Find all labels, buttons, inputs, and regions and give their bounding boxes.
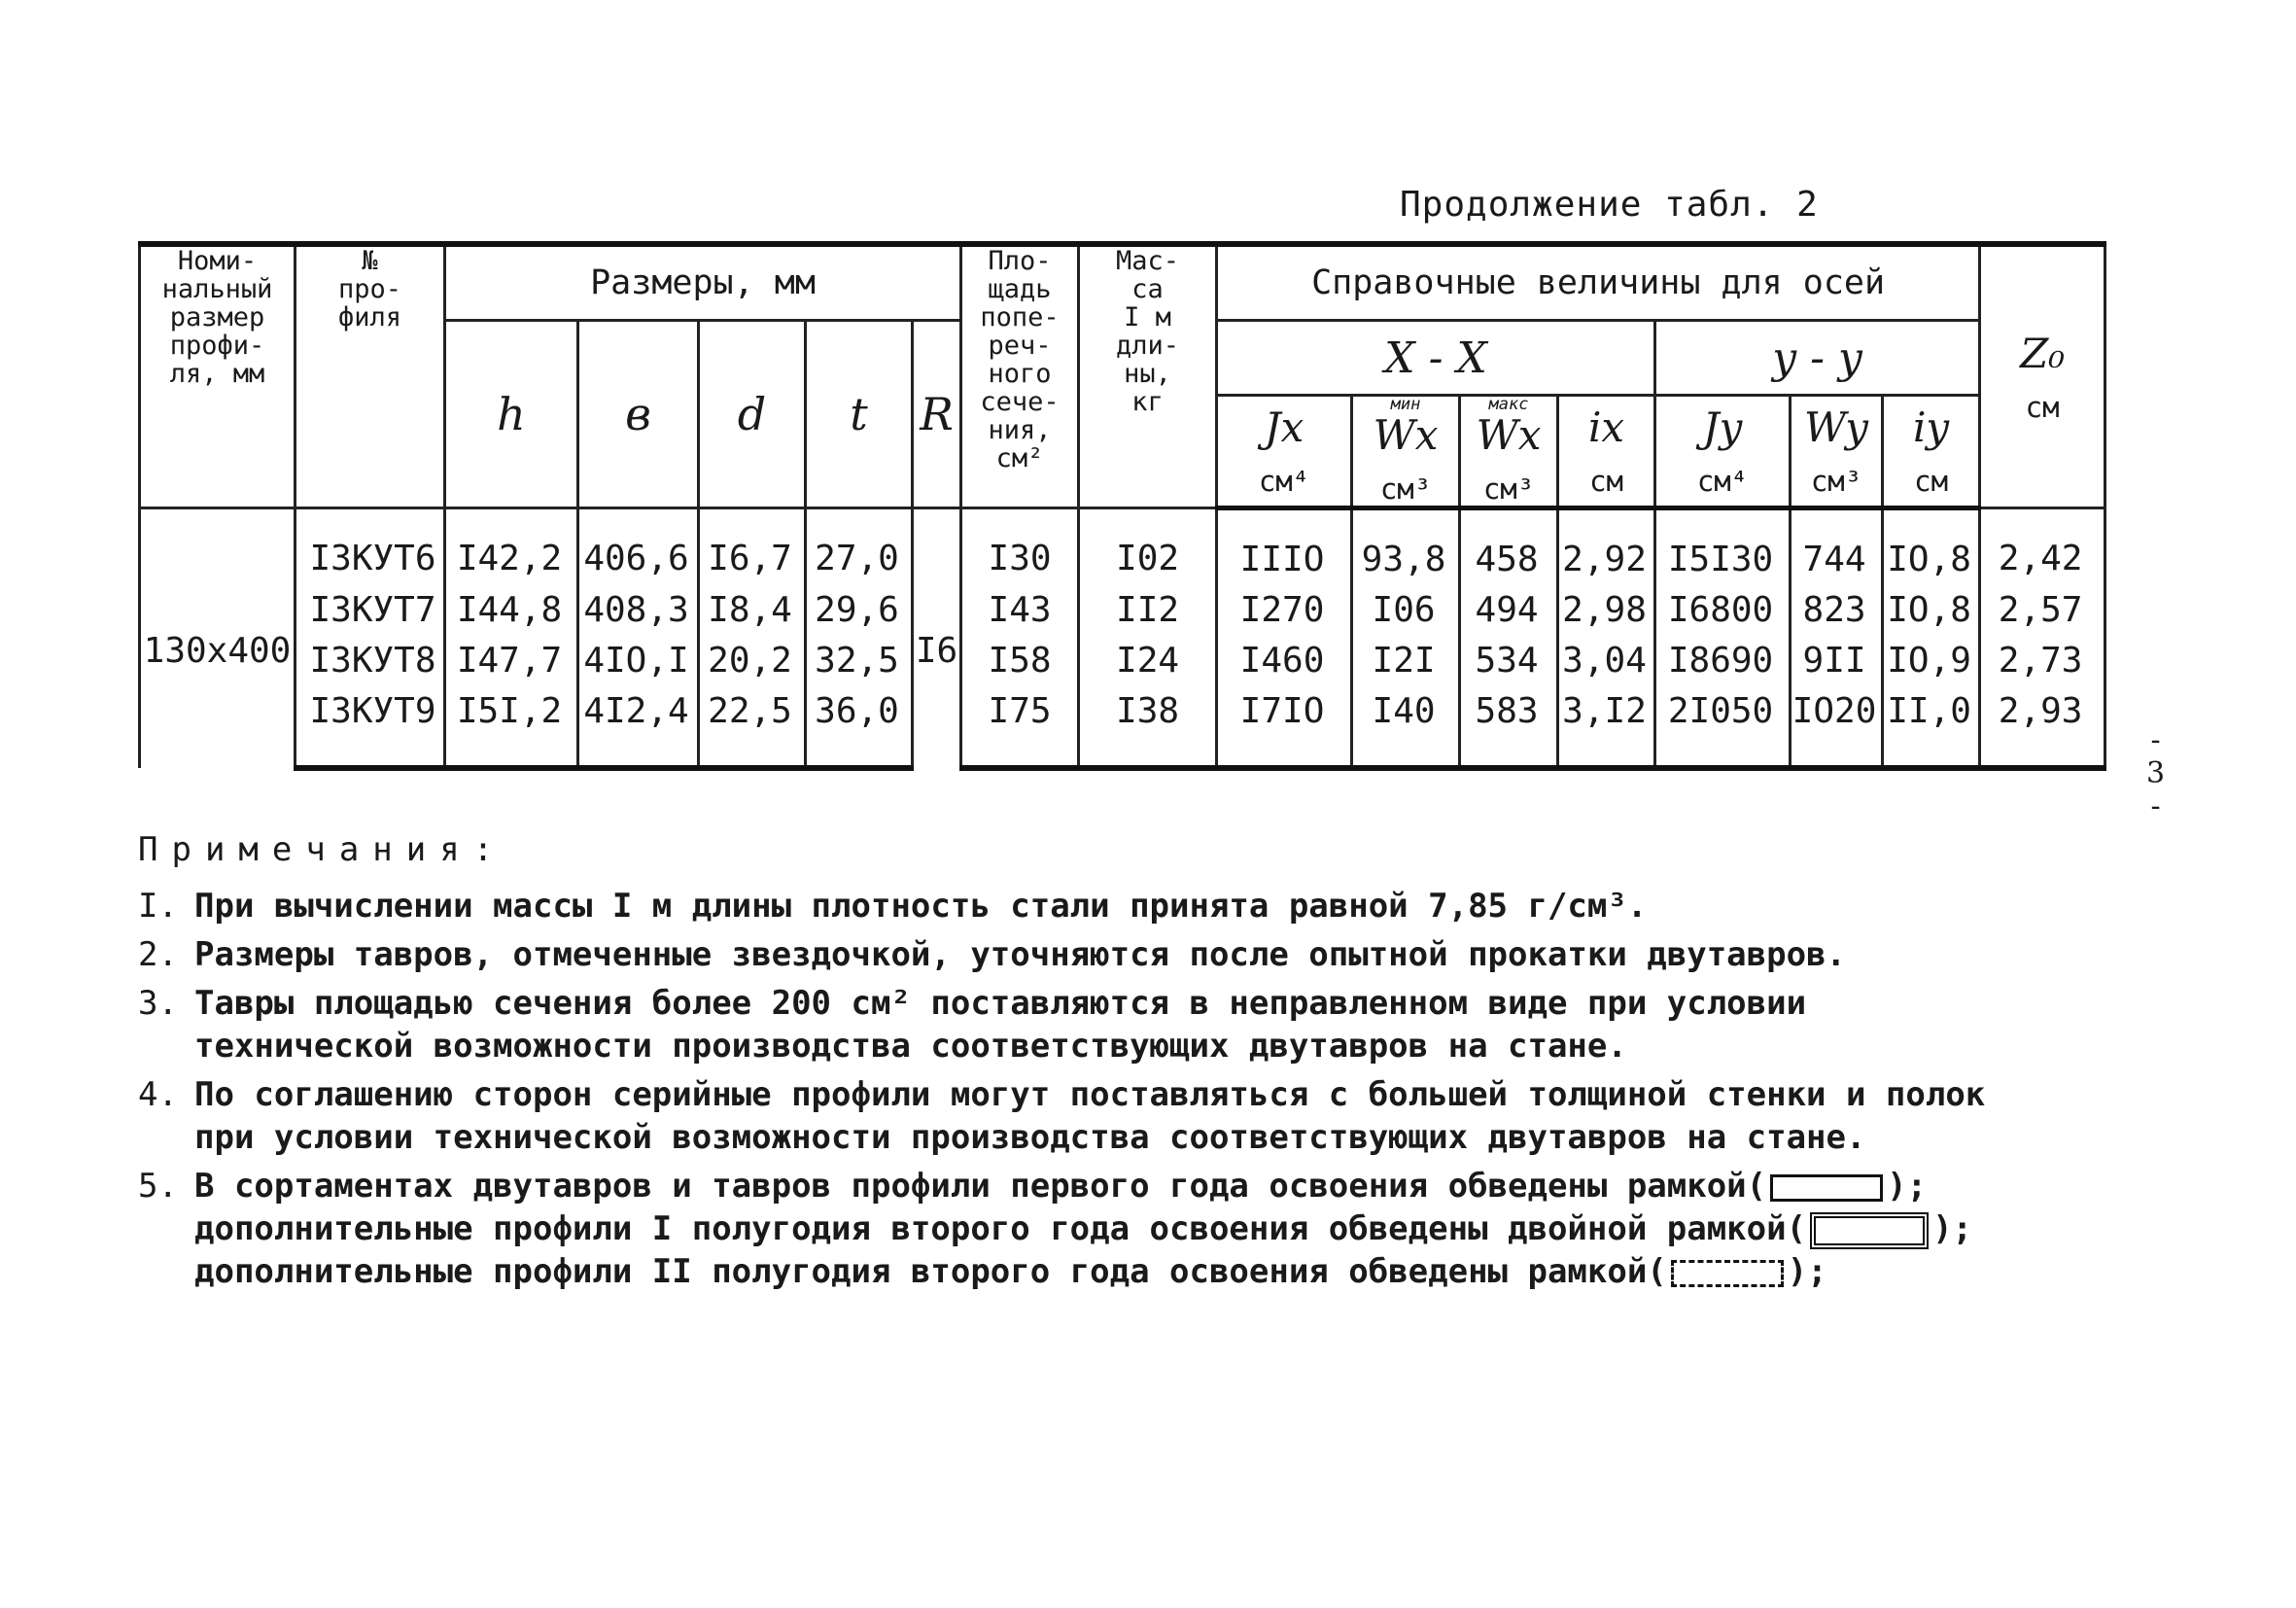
area-cell: I58 [961,635,1079,685]
d-cell: I6,7 [699,508,806,585]
table-row [140,508,2105,585]
jy-cell: I8690 [1655,635,1791,685]
nominal-size-cell: 130x400 [140,508,296,769]
iy-cell: IO,8 [1883,584,1980,635]
mass-cell: I24 [1079,635,1217,685]
table-caption: Продолжение табл. 2 [1400,185,1819,225]
note-item [138,1073,2150,1159]
h-cell: I42,2 [445,508,578,585]
iy-cell: IO,9 [1883,635,1980,685]
wy-cell: 823 [1791,584,1883,635]
single-frame-icon [1770,1174,1883,1202]
ix-cell: 2,92 [1558,508,1655,585]
area-cell: I43 [961,584,1079,635]
header-ix: ix см [1558,396,1655,508]
ix-cell: 3,I2 [1558,685,1655,768]
header-dim-t: t [806,321,913,508]
header-wy: Wy см³ [1791,396,1883,508]
profile-cell: I3КУТ7 [296,584,445,635]
area-cell: I30 [961,508,1079,585]
note-text: Размеры тавров, отмеченные звездочкой, уточняются после опытной прокатки двутавров. [194,935,1846,974]
header-reference-values: Справочные величины для осей [1217,244,1980,321]
header-dim-h: h [445,321,578,508]
profile-cell: I3КУТ8 [296,635,445,685]
wxmin-cell: 93,8 [1352,508,1460,585]
b-cell: 408,3 [578,584,699,635]
note-text: При вычислении массы I м длины плотность стали принята равной 7,85 г/см³. [194,887,1648,926]
header-z0: Z₀ см [1980,244,2105,508]
mass-cell: I38 [1079,685,1217,768]
dashed-frame-icon [1671,1260,1784,1287]
header-dimensions: Размеры, мм [445,244,961,321]
header-nominal-size: Номи- нальный размер профи- ля, мм [140,244,296,508]
profile-cell: I3КУТ6 [296,508,445,585]
t-cell: 27,0 [806,508,913,585]
r-cell: I6 [913,508,961,769]
h-cell: I47,7 [445,635,578,685]
note-item [138,933,2150,976]
d-cell: 22,5 [699,685,806,768]
note-number: 4. [138,1075,178,1114]
header-jy: Jy см⁴ [1655,396,1791,508]
notes-section [138,828,2150,1299]
z0-cell: 2,73 [1980,635,2105,685]
header-profile-no: № про- филя [296,244,445,508]
profile-spec-table [138,241,2106,771]
header-dim-b: в [578,321,699,508]
notes-title: Примечания: [138,830,507,869]
iy-cell: II,0 [1883,685,1980,768]
mass-cell: II2 [1079,584,1217,635]
double-frame-icon [1810,1212,1929,1249]
note-text: В сортаментах двутавров и тавров профили первого года освоения обведены рамкой( ); дополнительные профили I полугодия второго года освоения обведены двойной рамкой( ); дополнительные профили II полугодия второго года освоения обведены рамкой( ); [194,1167,1973,1291]
ix-cell: 2,98 [1558,584,1655,635]
ix-cell: 3,04 [1558,635,1655,685]
b-cell: 406,6 [578,508,699,585]
jx-cell: IIIO [1217,508,1352,585]
note-number: 5. [138,1167,178,1206]
wy-cell: 9II [1791,635,1883,685]
wxmax-cell: 534 [1460,635,1558,685]
jx-cell: I7IO [1217,685,1352,768]
jx-cell: I270 [1217,584,1352,635]
d-cell: 20,2 [699,635,806,685]
z0-cell: 2,93 [1980,685,2105,768]
jx-cell: I460 [1217,635,1352,685]
header-axis-y: y - y [1655,321,1980,396]
profile-cell: I3КУТ9 [296,685,445,768]
header-iy: iy см [1883,396,1980,508]
z0-cell: 2,57 [1980,584,2105,635]
mass-cell: I02 [1079,508,1217,585]
iy-cell: IO,8 [1883,508,1980,585]
table-row [140,584,2105,635]
table-row [140,685,2105,768]
note-item [138,1165,2150,1293]
t-cell: 32,5 [806,635,913,685]
table-row [140,635,2105,685]
header-wx-max: макс Wx см³ [1460,396,1558,508]
wxmax-cell: 458 [1460,508,1558,585]
h-cell: I44,8 [445,584,578,635]
header-axis-x: X - X [1217,321,1655,396]
jy-cell: I5I30 [1655,508,1791,585]
note-item [138,982,2150,1067]
wxmin-cell: I2I [1352,635,1460,685]
note-number: I. [138,887,178,926]
note-number: 2. [138,935,178,974]
header-mass: Мас- са I м дли- ны, кг [1079,244,1217,508]
header-jx: Jx см⁴ [1217,396,1352,508]
wy-cell: IO20 [1791,685,1883,768]
header-dim-d: d [699,321,806,508]
wxmax-cell: 583 [1460,685,1558,768]
wxmin-cell: I06 [1352,584,1460,635]
t-cell: 36,0 [806,685,913,768]
note-text: По соглашению сторон серийные профили могут поставляться с большей толщиной стенки и полок при условии технической возможности производства соответствующих двутавров на стане. [194,1075,1986,1157]
b-cell: 4IO,I [578,635,699,685]
header-wx-min: мин Wx см³ [1352,396,1460,508]
note-item [138,885,2150,927]
note-number: 3. [138,984,178,1023]
note-text: Тавры площадью сечения более 200 см² поставляются в неправленном виде при условии технической возможности производства соответствующих двутавров на стане. [194,984,1807,1066]
header-area: Пло- щадь попе- реч- ного сече- ния, см² [961,244,1079,508]
jy-cell: 2I050 [1655,685,1791,768]
header-dim-r: R [913,321,961,508]
area-cell: I75 [961,685,1079,768]
d-cell: I8,4 [699,584,806,635]
z0-cell: 2,42 [1980,508,2105,585]
wxmax-cell: 494 [1460,584,1558,635]
wy-cell: 744 [1791,508,1883,585]
t-cell: 29,6 [806,584,913,635]
h-cell: I5I,2 [445,685,578,768]
page-number: - 3 - [2146,723,2166,823]
b-cell: 4I2,4 [578,685,699,768]
wxmin-cell: I40 [1352,685,1460,768]
jy-cell: I6800 [1655,584,1791,635]
